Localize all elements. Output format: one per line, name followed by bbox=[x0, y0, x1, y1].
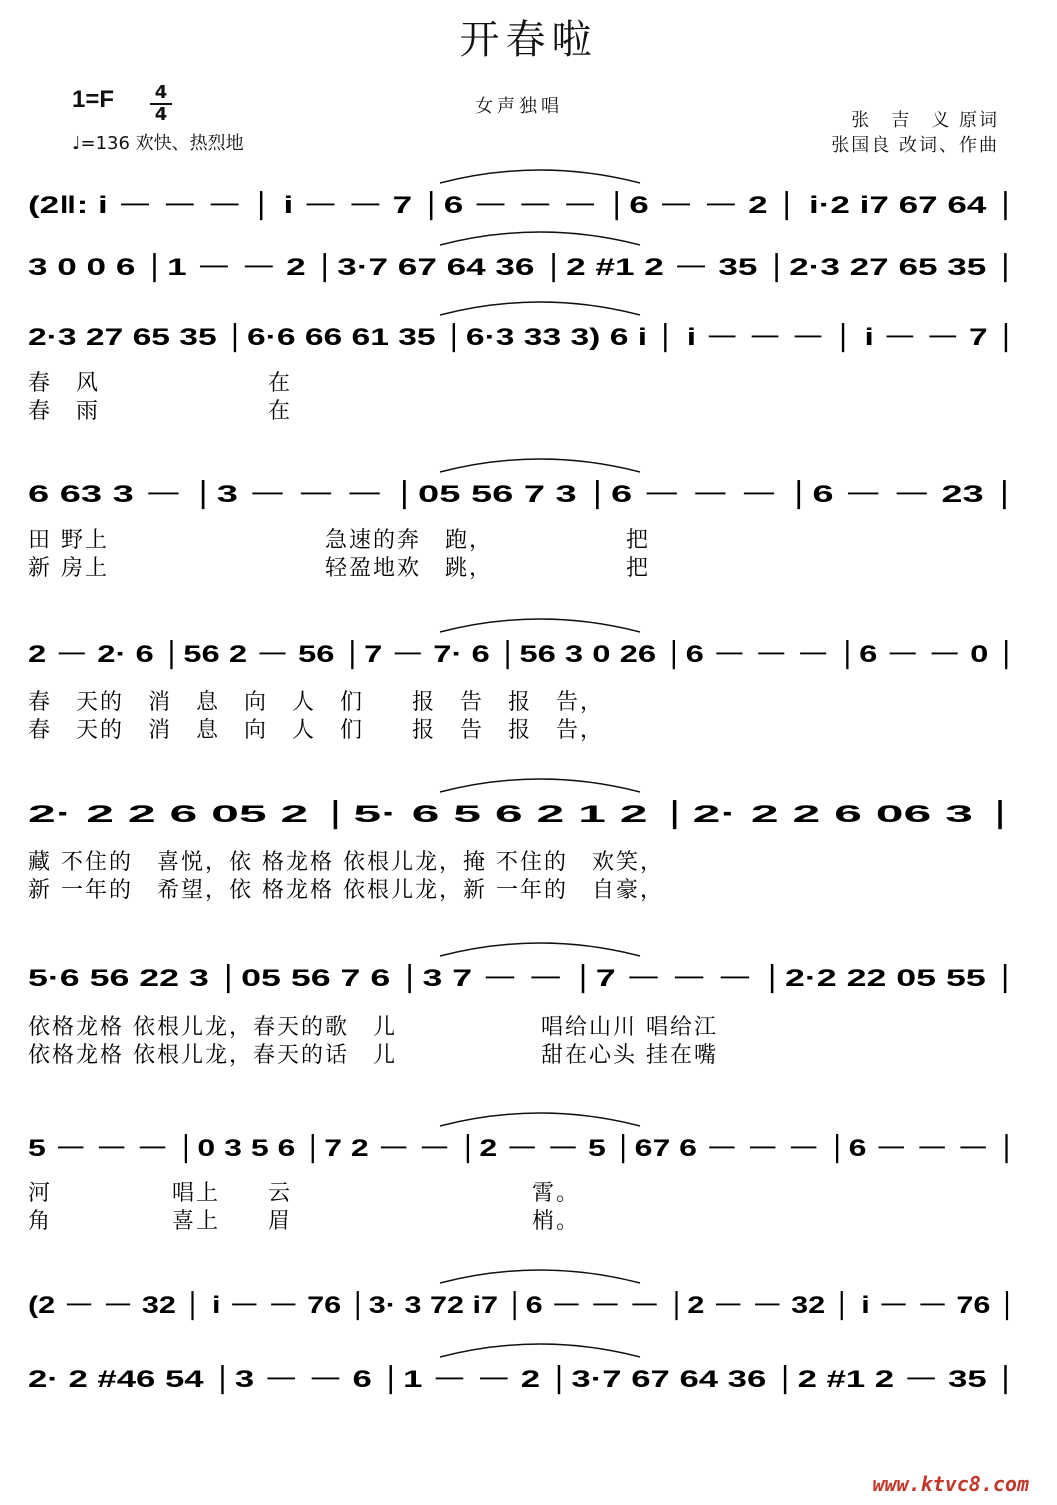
notation-line-7: 5·6 56 22 3 │05 56 7 6 │3 7 － － │7 － － － │2·2 22 05 55 │ bbox=[28, 965, 693, 992]
slur-mark-6 bbox=[440, 779, 640, 792]
notation-line-5: 2 － 2· 6 │56 2 － 56 │7 － 7· 6 │56 3 0 26 │6 － － － │6 － － 0 │ bbox=[28, 641, 753, 668]
notation-line-10: 2· 2 #46 54 │3 － － 6 │1 － － 2 │3·7 67 64 36 │2 #1 2 － 35 │ bbox=[28, 1366, 713, 1393]
site-watermark: www.ktvc8.com bbox=[872, 1472, 1029, 1496]
key-signature: 1=F bbox=[72, 86, 115, 113]
lyric-line-6-1: 藏 不住的 喜悦，依 格龙格 依根儿龙，掩 不住的 欢笑， bbox=[28, 850, 664, 875]
time-signature-bottom: 4 bbox=[154, 104, 168, 125]
lyric-line-4-1: 田 野上 急速的奔 跑， 把 bbox=[28, 528, 650, 553]
lyric-line-4-2: 新 房上 轻盈地欢 跳， 把 bbox=[28, 556, 650, 581]
time-signature-top: 4 bbox=[154, 82, 168, 103]
lyric-line-3-2: 春 雨 在 bbox=[28, 399, 293, 424]
lyric-line-6-2: 新 一年的 希望，依 格龙格 依根儿龙，新 一年的 自豪， bbox=[28, 878, 664, 903]
slur-mark-10 bbox=[440, 1344, 640, 1357]
slur-mark-4 bbox=[440, 459, 640, 472]
lyric-line-3-1: 春 风 在 bbox=[28, 371, 293, 396]
notation-line-2: 3 0 0 6 │1 － － 2 │3·7 67 64 36 │2 #1 2 － 35 │2·3 27 65 35 │ bbox=[28, 254, 705, 281]
slur-mark-3 bbox=[440, 302, 640, 315]
slur-mark-7 bbox=[440, 943, 640, 956]
lyric-line-5-1: 春 天的 消 息 向 人 们 报 告 报 告， bbox=[28, 690, 605, 715]
notation-line-6: 2· 2 2 6 05 2 │5· 6 5 6 2 1 2 │2· 2 2 6 06 3 │ bbox=[28, 801, 504, 828]
lyric-line-7-1: 依格龙格 依根儿龙，春天的歌 儿 唱给山川 唱给江 bbox=[28, 1015, 718, 1040]
song-title: 开春啦 bbox=[459, 17, 598, 63]
lyricist-credit: 张 吉 义 原词 bbox=[851, 110, 999, 131]
notation-line-8: 5 － － － │0 3 5 6 │7 2 － － │2 － － 5 │67 6 － － － │6 － － － │ bbox=[28, 1135, 771, 1162]
notation-line-1: (2‖: i － － － │ i － － 7 │6 － － － │6 － － 2 │ i·2 i7 67 64 │ bbox=[28, 192, 706, 219]
notation-line-4: 6 63 3 － │3 － － － │05 56 7 3 │6 － － － │6 － － 23 │ bbox=[28, 481, 653, 508]
lyric-line-5-2: 春 天的 消 息 向 人 们 报 告 报 告， bbox=[28, 718, 605, 743]
lyric-line-8-2: 角 喜上 眉 梢。 bbox=[28, 1209, 581, 1234]
composer-credit: 张国良 改词、作曲 bbox=[831, 135, 999, 156]
slur-mark-9 bbox=[440, 1270, 640, 1283]
slur-mark-1 bbox=[440, 170, 640, 183]
performance-note: 女声独唱 bbox=[475, 96, 563, 117]
lyric-line-8-1: 河 唱上 云 霄。 bbox=[28, 1181, 581, 1206]
lyric-line-7-2: 依格龙格 依根儿龙，春天的话 儿 甜在心头 挂在嘴 bbox=[28, 1043, 718, 1068]
slur-mark-5 bbox=[440, 619, 640, 632]
tempo-marking: ♩=136 欢快、热烈地 bbox=[72, 133, 244, 154]
notation-line-3: 2·3 27 65 35 │6·6 66 61 35 │6·3 33 3) 6 i │ i － － － │ i － － 7 │ bbox=[28, 324, 736, 351]
notation-line-9: (2 － － 32 │ i － － 76 │3· 3 72 i7 │6 － － － │2 － － 32 │ i － － 76 │ bbox=[28, 1292, 805, 1319]
slur-mark-8 bbox=[440, 1113, 640, 1126]
slur-mark-2 bbox=[440, 232, 640, 245]
